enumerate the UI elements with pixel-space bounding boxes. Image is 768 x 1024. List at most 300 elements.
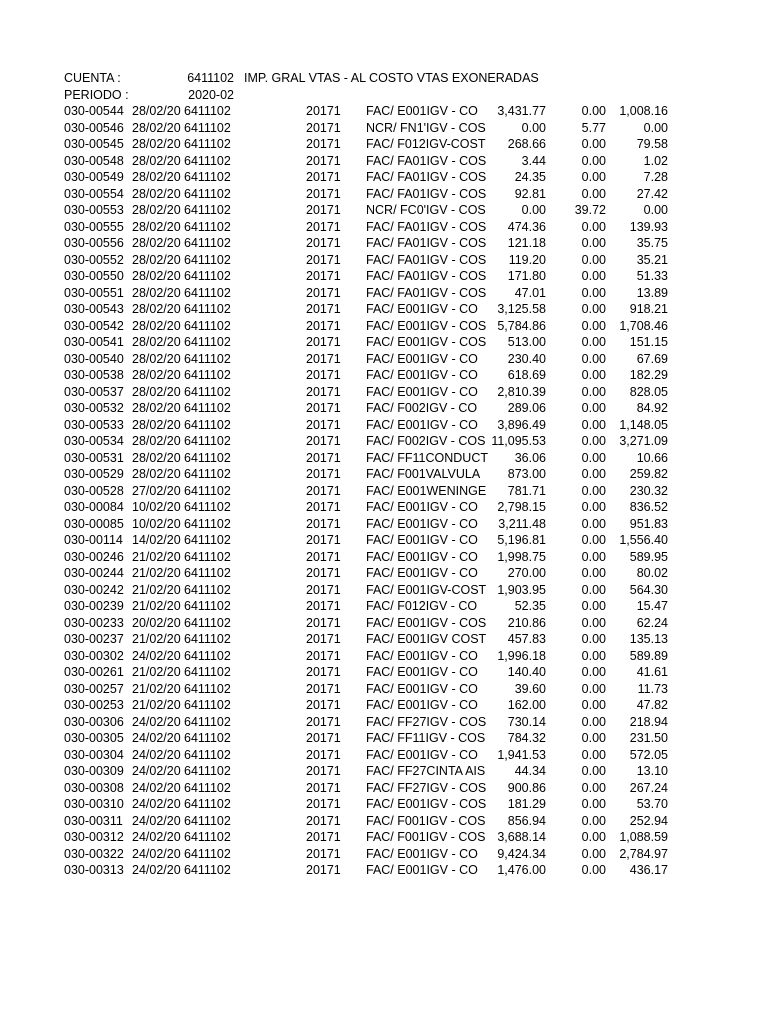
entity-code-cell: 20171 <box>306 186 341 201</box>
tax-amount-cell: 3,271.09 <box>619 434 668 448</box>
voucher-id-cell: 030-00552 <box>64 252 124 267</box>
tax-amount-cell: 572.05 <box>629 747 668 762</box>
account-code-cell: 6411102 <box>184 582 231 597</box>
amount-cell: 47.01 <box>514 285 546 300</box>
tax-amount-cell: 1,008.16 <box>619 104 668 118</box>
tax-amount-cell: 13.10 <box>636 764 668 778</box>
entity-code-cell: 20171 <box>306 269 341 283</box>
entity-code-cell: 20171 <box>306 417 341 432</box>
description-cell: FAC/ F002IGV - COS <box>366 434 486 448</box>
table-row <box>0 268 768 285</box>
entry-date-cell: 28/02/20 <box>132 170 181 184</box>
description-cell: FAC/ FA01IGV - COS <box>366 153 487 168</box>
tax-amount-cell: 41.61 <box>636 665 668 679</box>
tax-amount-cell: 259.82 <box>629 467 668 481</box>
entity-code-cell: 20171 <box>306 335 341 349</box>
entity-code-cell: 20171 <box>306 401 341 415</box>
voucher-id-cell: 030-00543 <box>64 302 124 316</box>
credit-amount-cell: 0.00 <box>581 632 606 646</box>
tax-amount-cell: 15.47 <box>636 599 668 613</box>
tax-amount-cell: 252.94 <box>629 813 668 828</box>
entry-date-cell: 24/02/20 <box>132 846 181 861</box>
table-row <box>0 598 768 615</box>
amount-cell: 784.32 <box>507 731 546 745</box>
description-cell: FAC/ E001IGV - COS <box>366 615 487 630</box>
description-cell: FAC/ F002IGV - CO <box>366 401 478 415</box>
credit-amount-cell: 0.00 <box>581 384 606 399</box>
entry-date-cell: 24/02/20 <box>132 731 181 745</box>
credit-amount-cell: 0.00 <box>581 483 606 498</box>
voucher-id-cell: 030-00554 <box>64 186 124 201</box>
description-cell: FAC/ FF27CINTA AIS <box>366 764 486 778</box>
credit-amount-cell: 0.00 <box>581 450 606 465</box>
account-code-cell: 6411102 <box>184 302 231 316</box>
table-row <box>0 153 768 170</box>
entry-date-cell: 28/02/20 <box>132 368 181 382</box>
description-cell: FAC/ E001IGV - CO <box>366 681 478 696</box>
entry-date-cell: 10/02/20 <box>132 516 181 531</box>
amount-cell: 171.80 <box>507 269 546 283</box>
account-code-cell: 6411102 <box>184 335 231 349</box>
account-code-cell: 6411102 <box>184 401 231 415</box>
tax-amount-cell: 1,088.59 <box>619 830 668 844</box>
tax-amount-cell: 35.21 <box>636 252 668 267</box>
amount-cell: 268.66 <box>507 137 546 151</box>
account-code-cell: 6411102 <box>184 830 231 844</box>
tax-amount-cell: 918.21 <box>629 302 668 316</box>
account-code-cell: 6411102 <box>184 665 231 679</box>
voucher-id-cell: 030-00257 <box>64 681 124 696</box>
voucher-id-cell: 030-00532 <box>64 401 124 415</box>
description-cell: FAC/ F001VALVULA <box>366 467 481 481</box>
description-cell: FAC/ FF11CONDUCT <box>366 450 488 465</box>
entity-code-cell: 20171 <box>306 599 341 613</box>
entity-code-cell: 20171 <box>306 533 341 547</box>
table-row <box>0 549 768 566</box>
tax-amount-cell: 0.00 <box>643 203 668 217</box>
amount-cell: 24.35 <box>514 170 546 184</box>
amount-cell: 1,903.95 <box>497 582 546 597</box>
table-row <box>0 103 768 120</box>
credit-amount-cell: 0.00 <box>581 665 606 679</box>
entry-date-cell: 28/02/20 <box>132 236 181 250</box>
amount-cell: 119.20 <box>508 252 546 267</box>
voucher-id-cell: 030-00553 <box>64 203 124 217</box>
entity-code-cell: 20171 <box>306 863 341 877</box>
description-cell: FAC/ E001IGV - CO <box>366 698 478 712</box>
description-cell: FAC/ FF27IGV - COS <box>366 780 487 795</box>
voucher-id-cell: 030-00541 <box>64 335 124 349</box>
tax-amount-cell: 436.17 <box>629 863 668 877</box>
tax-amount-cell: 589.89 <box>629 648 668 663</box>
entity-code-cell: 20171 <box>306 219 341 234</box>
table-row <box>0 631 768 648</box>
periodo-label: PERIODO : <box>64 87 129 102</box>
entry-date-cell: 28/02/20 <box>132 203 181 217</box>
table-row <box>0 730 768 747</box>
amount-cell: 92.81 <box>514 186 546 201</box>
table-row <box>0 483 768 500</box>
tax-amount-cell: 80.02 <box>636 566 668 580</box>
amount-cell: 618.69 <box>507 368 546 382</box>
account-code-cell: 6411102 <box>184 104 231 118</box>
description-cell: FAC/ F012IGV - CO <box>366 599 478 613</box>
table-row <box>0 532 768 549</box>
entity-code-cell: 20171 <box>306 632 341 646</box>
amount-cell: 36.06 <box>514 450 546 465</box>
entry-date-cell: 20/02/20 <box>132 615 181 630</box>
tax-amount-cell: 564.30 <box>629 582 668 597</box>
tax-amount-cell: 951.83 <box>629 516 668 531</box>
credit-amount-cell: 0.00 <box>581 681 606 696</box>
entity-code-cell: 20171 <box>306 450 341 465</box>
entry-date-cell: 21/02/20 <box>132 566 181 580</box>
entry-date-cell: 14/02/20 <box>132 533 181 547</box>
amount-cell: 856.94 <box>507 813 546 828</box>
credit-amount-cell: 0.00 <box>581 698 606 712</box>
amount-cell: 900.86 <box>507 780 546 795</box>
amount-cell: 3,211.48 <box>498 516 546 531</box>
credit-amount-cell: 0.00 <box>581 351 606 366</box>
entity-code-cell: 20171 <box>306 318 341 333</box>
credit-amount-cell: 0.00 <box>581 813 606 828</box>
credit-amount-cell: 0.00 <box>581 219 606 234</box>
account-code-cell: 6411102 <box>184 467 231 481</box>
description-cell: FAC/ FA01IGV - COS <box>366 186 487 201</box>
amount-cell: 3,431.77 <box>497 104 546 118</box>
credit-amount-cell: 0.00 <box>581 830 606 844</box>
entity-code-cell: 20171 <box>306 137 341 151</box>
entity-code-cell: 20171 <box>306 252 341 267</box>
voucher-id-cell: 030-00310 <box>64 797 124 811</box>
account-code-cell: 6411102 <box>184 450 231 465</box>
account-code-cell: 6411102 <box>184 417 231 432</box>
entity-code-cell: 20171 <box>306 780 341 795</box>
description-cell: FAC/ E001IGV - CO <box>366 351 478 366</box>
entity-code-cell: 20171 <box>306 153 341 168</box>
entry-date-cell: 24/02/20 <box>132 714 181 729</box>
description-cell: FAC/ E001IGV - COS <box>366 797 487 811</box>
amount-cell: 3.44 <box>521 153 546 168</box>
entity-code-cell: 20171 <box>306 104 341 118</box>
credit-amount-cell: 0.00 <box>581 186 606 201</box>
amount-cell: 11,095.53 <box>491 434 546 448</box>
description-cell: FAC/ E001IGV - CO <box>366 417 478 432</box>
voucher-id-cell: 030-00311 <box>64 813 123 828</box>
entity-code-cell: 20171 <box>306 483 341 498</box>
voucher-id-cell: 030-00114 <box>64 533 123 547</box>
table-row <box>0 285 768 302</box>
account-code-cell: 6411102 <box>184 384 231 399</box>
account-code-cell: 6411102 <box>184 203 231 217</box>
amount-cell: 1,476.00 <box>497 863 546 877</box>
tax-amount-cell: 589.95 <box>629 549 668 564</box>
account-code-cell: 6411102 <box>184 170 231 184</box>
entry-date-cell: 24/02/20 <box>132 780 181 795</box>
table-row <box>0 367 768 384</box>
entry-date-cell: 21/02/20 <box>132 681 181 696</box>
table-row <box>0 697 768 714</box>
tax-amount-cell: 53.70 <box>636 797 668 811</box>
tax-amount-cell: 139.93 <box>629 219 668 234</box>
description-cell: FAC/ FF27IGV - COS <box>366 714 487 729</box>
entity-code-cell: 20171 <box>306 203 341 217</box>
voucher-id-cell: 030-00312 <box>64 830 124 844</box>
voucher-id-cell: 030-00538 <box>64 368 124 382</box>
credit-amount-cell: 0.00 <box>581 236 606 250</box>
description-cell: FAC/ F001IGV - COS <box>366 830 486 844</box>
voucher-id-cell: 030-00084 <box>64 500 124 514</box>
tax-amount-cell: 0.00 <box>643 120 668 135</box>
credit-amount-cell: 0.00 <box>581 401 606 415</box>
table-row <box>0 235 768 252</box>
amount-cell: 5,784.86 <box>497 318 546 333</box>
table-row <box>0 169 768 186</box>
table-row <box>0 780 768 797</box>
credit-amount-cell: 0.00 <box>581 747 606 762</box>
entity-code-cell: 20171 <box>306 516 341 531</box>
description-cell: FAC/ E001IGV - CO <box>366 566 478 580</box>
entry-date-cell: 10/02/20 <box>132 500 181 514</box>
table-row <box>0 829 768 846</box>
description-cell: FAC/ E001IGV - CO <box>366 665 478 679</box>
credit-amount-cell: 0.00 <box>581 797 606 811</box>
account-code-cell: 6411102 <box>184 681 231 696</box>
account-code-cell: 6411102 <box>184 533 231 547</box>
account-code-cell: 6411102 <box>184 863 231 877</box>
ledger-rows <box>0 103 768 879</box>
tax-amount-cell: 11.73 <box>637 681 668 696</box>
credit-amount-cell: 0.00 <box>581 615 606 630</box>
credit-amount-cell: 0.00 <box>581 104 606 118</box>
amount-cell: 513.00 <box>507 335 546 349</box>
description-cell: FAC/ FA01IGV - COS <box>366 269 487 283</box>
entry-date-cell: 27/02/20 <box>132 483 181 498</box>
entry-date-cell: 21/02/20 <box>132 632 181 646</box>
account-code-cell: 6411102 <box>184 549 231 564</box>
table-row <box>0 433 768 450</box>
amount-cell: 44.34 <box>514 764 546 778</box>
voucher-id-cell: 030-00253 <box>64 698 124 712</box>
account-code-cell: 6411102 <box>184 615 231 630</box>
table-row <box>0 648 768 665</box>
description-cell: FAC/ E001IGV - CO <box>366 549 478 564</box>
tax-amount-cell: 67.69 <box>636 351 668 366</box>
credit-amount-cell: 0.00 <box>581 533 606 547</box>
entry-date-cell: 28/02/20 <box>132 252 181 267</box>
entry-date-cell: 28/02/20 <box>132 137 181 151</box>
description-cell: FAC/ E001IGV - CO <box>366 516 478 531</box>
table-row <box>0 186 768 203</box>
entity-code-cell: 20171 <box>306 813 341 828</box>
account-code-cell: 6411102 <box>184 483 231 498</box>
voucher-id-cell: 030-00322 <box>64 846 124 861</box>
amount-cell: 1,998.75 <box>497 549 546 564</box>
entity-code-cell: 20171 <box>306 467 341 481</box>
table-row <box>0 252 768 269</box>
voucher-id-cell: 030-00531 <box>64 450 124 465</box>
description-cell: FAC/ FF11IGV - COS <box>366 731 486 745</box>
tax-amount-cell: 1,556.40 <box>619 533 668 547</box>
credit-amount-cell: 0.00 <box>581 500 606 514</box>
voucher-id-cell: 030-00551 <box>64 285 124 300</box>
credit-amount-cell: 0.00 <box>581 846 606 861</box>
account-code-cell: 6411102 <box>184 153 231 168</box>
description-cell: NCR/ FN1'IGV - COS <box>366 120 486 135</box>
amount-cell: 162.00 <box>507 698 546 712</box>
entity-code-cell: 20171 <box>306 698 341 712</box>
credit-amount-cell: 0.00 <box>581 153 606 168</box>
entity-code-cell: 20171 <box>306 764 341 778</box>
description-cell: FAC/ E001IGV - COS <box>366 318 487 333</box>
entry-date-cell: 24/02/20 <box>132 813 181 828</box>
account-code-cell: 6411102 <box>184 797 231 811</box>
account-code-cell: 6411102 <box>184 120 231 135</box>
credit-amount-cell: 0.00 <box>581 318 606 333</box>
credit-amount-cell: 0.00 <box>581 269 606 283</box>
entity-code-cell: 20171 <box>306 648 341 663</box>
account-code-cell: 6411102 <box>184 516 231 531</box>
credit-amount-cell: 0.00 <box>581 863 606 877</box>
description-cell: FAC/ E001IGV - CO <box>366 846 478 861</box>
voucher-id-cell: 030-00545 <box>64 137 124 151</box>
table-row <box>0 318 768 335</box>
credit-amount-cell: 0.00 <box>581 566 606 580</box>
voucher-id-cell: 030-00537 <box>64 384 124 399</box>
table-row <box>0 384 768 401</box>
credit-amount-cell: 0.00 <box>581 302 606 316</box>
account-code-cell: 6411102 <box>184 269 231 283</box>
periodo-value: 2020-02 <box>188 87 234 102</box>
entry-date-cell: 24/02/20 <box>132 747 181 762</box>
voucher-id-cell: 030-00555 <box>64 219 124 234</box>
tax-amount-cell: 7.28 <box>643 170 668 184</box>
table-row <box>0 466 768 483</box>
description-cell: FAC/ E001IGV - CO <box>366 533 478 547</box>
voucher-id-cell: 030-00085 <box>64 516 124 531</box>
entity-code-cell: 20171 <box>306 434 341 448</box>
tax-amount-cell: 62.24 <box>636 615 668 630</box>
entry-date-cell: 28/02/20 <box>132 401 181 415</box>
account-code-cell: 6411102 <box>184 714 231 729</box>
credit-amount-cell: 0.00 <box>581 731 606 745</box>
header-periodo-row <box>0 87 768 104</box>
amount-cell: 3,896.49 <box>497 417 546 432</box>
amount-cell: 230.40 <box>507 351 546 366</box>
credit-amount-cell: 5.77 <box>581 120 606 135</box>
description-cell: FAC/ F012IGV-COST <box>366 137 486 151</box>
entry-date-cell: 28/02/20 <box>132 450 181 465</box>
account-code-cell: 6411102 <box>184 566 231 580</box>
entity-code-cell: 20171 <box>306 170 341 184</box>
tax-amount-cell: 84.92 <box>636 401 668 415</box>
description-cell: FAC/ FA01IGV - COS <box>366 170 487 184</box>
voucher-id-cell: 030-00540 <box>64 351 124 366</box>
entry-date-cell: 24/02/20 <box>132 830 181 844</box>
entry-date-cell: 28/02/20 <box>132 186 181 201</box>
entry-date-cell: 28/02/20 <box>132 417 181 432</box>
voucher-id-cell: 030-00239 <box>64 599 124 613</box>
tax-amount-cell: 267.24 <box>629 780 668 795</box>
credit-amount-cell: 0.00 <box>581 335 606 349</box>
description-cell: FAC/ E001IGV - CO <box>366 500 478 514</box>
entry-date-cell: 28/02/20 <box>132 467 181 481</box>
credit-amount-cell: 0.00 <box>581 714 606 729</box>
entity-code-cell: 20171 <box>306 797 341 811</box>
table-row <box>0 862 768 879</box>
description-cell: FAC/ E001IGV - CO <box>366 104 478 118</box>
voucher-id-cell: 030-00233 <box>64 615 124 630</box>
amount-cell: 210.86 <box>507 615 546 630</box>
entity-code-cell: 20171 <box>306 384 341 399</box>
credit-amount-cell: 0.00 <box>581 417 606 432</box>
entry-date-cell: 28/02/20 <box>132 302 181 316</box>
amount-cell: 289.06 <box>507 401 546 415</box>
voucher-id-cell: 030-00237 <box>64 632 124 646</box>
voucher-id-cell: 030-00304 <box>64 747 124 762</box>
voucher-id-cell: 030-00308 <box>64 780 124 795</box>
voucher-id-cell: 030-00548 <box>64 153 124 168</box>
account-code-cell: 6411102 <box>184 351 231 366</box>
table-row <box>0 714 768 731</box>
entry-date-cell: 24/02/20 <box>132 797 181 811</box>
account-code-cell: 6411102 <box>184 632 231 646</box>
tax-amount-cell: 47.82 <box>636 698 668 712</box>
account-code-cell: 6411102 <box>184 252 231 267</box>
amount-cell: 781.71 <box>507 483 546 498</box>
description-cell: FAC/ FA01IGV - COS <box>366 219 487 234</box>
amount-cell: 730.14 <box>507 714 546 729</box>
amount-cell: 2,810.39 <box>497 384 546 399</box>
table-row <box>0 565 768 582</box>
voucher-id-cell: 030-00246 <box>64 549 124 564</box>
account-code-cell: 6411102 <box>184 368 231 382</box>
amount-cell: 5,196.81 <box>497 533 546 547</box>
entity-code-cell: 20171 <box>306 681 341 696</box>
amount-cell: 140.40 <box>507 665 546 679</box>
account-code-cell: 6411102 <box>184 764 231 778</box>
voucher-id-cell: 030-00534 <box>64 434 124 448</box>
entry-date-cell: 28/02/20 <box>132 153 181 168</box>
tax-amount-cell: 230.32 <box>629 483 668 498</box>
entry-date-cell: 28/02/20 <box>132 335 181 349</box>
description-cell: FAC/ E001WENINGE <box>366 483 487 498</box>
tax-amount-cell: 79.58 <box>636 137 668 151</box>
tax-amount-cell: 151.15 <box>629 335 668 349</box>
entry-date-cell: 21/02/20 <box>132 582 181 597</box>
table-row <box>0 400 768 417</box>
tax-amount-cell: 1,148.05 <box>619 417 668 432</box>
entry-date-cell: 28/02/20 <box>132 285 181 300</box>
amount-cell: 270.00 <box>507 566 546 580</box>
voucher-id-cell: 030-00309 <box>64 764 124 778</box>
voucher-id-cell: 030-00549 <box>64 170 124 184</box>
description-cell: FAC/ FA01IGV - COS <box>366 236 487 250</box>
amount-cell: 39.60 <box>514 681 546 696</box>
tax-amount-cell: 1,708.46 <box>619 318 668 333</box>
amount-cell: 1,941.53 <box>497 747 546 762</box>
tax-amount-cell: 35.75 <box>636 236 668 250</box>
account-code-cell: 6411102 <box>184 318 231 333</box>
credit-amount-cell: 0.00 <box>581 549 606 564</box>
account-code-cell: 6411102 <box>184 599 231 613</box>
ledger-sheet <box>0 70 768 879</box>
amount-cell: 1,996.18 <box>497 648 546 663</box>
entity-code-cell: 20171 <box>306 830 341 844</box>
entry-date-cell: 28/02/20 <box>132 219 181 234</box>
amount-cell: 2,798.15 <box>497 500 546 514</box>
table-row <box>0 450 768 467</box>
